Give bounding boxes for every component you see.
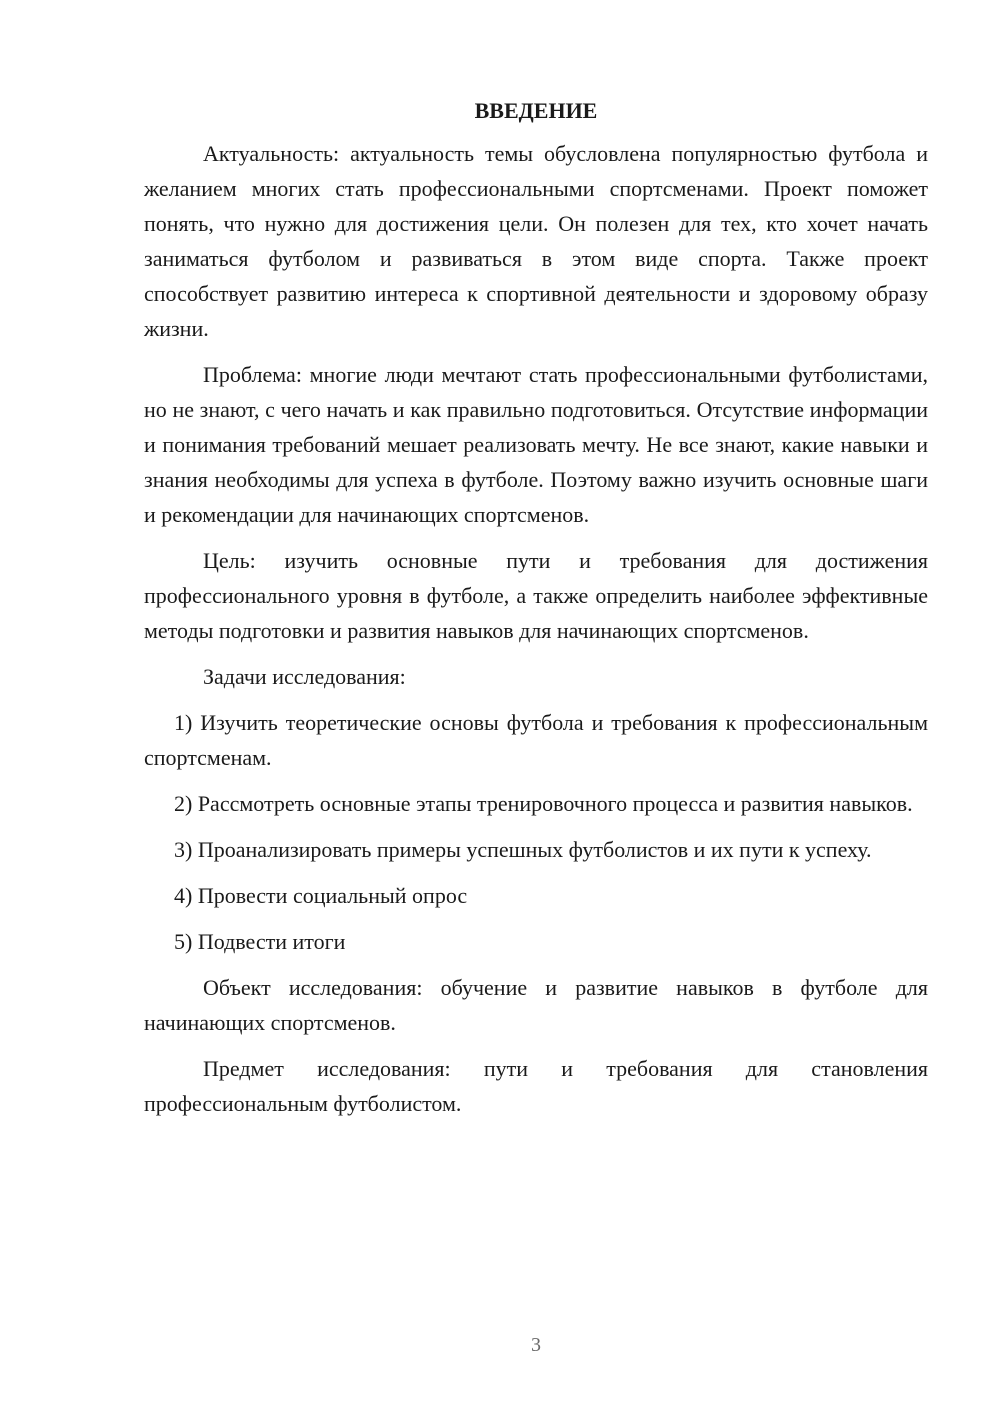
task-item-3: 3) Проанализировать примеры успешных футболистов и их пути к успеху. (174, 837, 872, 862)
object-paragraph: Объект исследования: обучение и развитие навыков в футболе для начинающих спортсменов. (144, 975, 928, 1035)
task-item-4: 4) Провести социальный опрос (174, 883, 468, 908)
relevance-paragraph: Актуальность: актуальность темы обусловлена популярностью футбола и желанием многих стать профессиональными спортсменами. Проект поможет понять, что нужно для достижения цели. Он полезен для тех, кто хочет начать заниматься футболом и развиваться в этом виде спорта. Также проект способствует развитию интереса к спортивной деятельности и здоровому образу жизни. (144, 141, 928, 341)
task-item-5: 5) Подвести итоги (174, 929, 346, 954)
goal-paragraph: Цель: изучить основные пути и требования для достижения профессионального уровня в футболе, а также определить наиболее эффективные методы подготовки и развития навыков для начинающих спортсменов. (144, 548, 928, 643)
section-heading: ВВЕДЕНИЕ (474, 98, 598, 123)
document-page (144, 96, 928, 1132)
page-number: 3 (531, 1334, 541, 1356)
problem-paragraph: Проблема: многие люди мечтают стать профессиональными футболистами, но не знают, с чего начать и как правильно подготовиться. Отсутствие информации и понимания требований мешает реализовать мечту. Не все знают, какие навыки и знания необходимы для успеха в футболе. Поэтому важно изучить основные шаги и рекомендации для начинающих спортсменов. (144, 362, 928, 527)
subject-paragraph: Предмет исследования: пути и требования для становления профессиональным футболистом. (144, 1056, 928, 1116)
tasks-title: Задачи исследования: (203, 664, 406, 689)
task-item-2: 2) Рассмотреть основные этапы тренировочного процесса и развития навыков. (174, 791, 913, 816)
task-item-1: 1) Изучить теоретические основы футбола и требования к профессиональным спортсменам. (144, 710, 928, 770)
